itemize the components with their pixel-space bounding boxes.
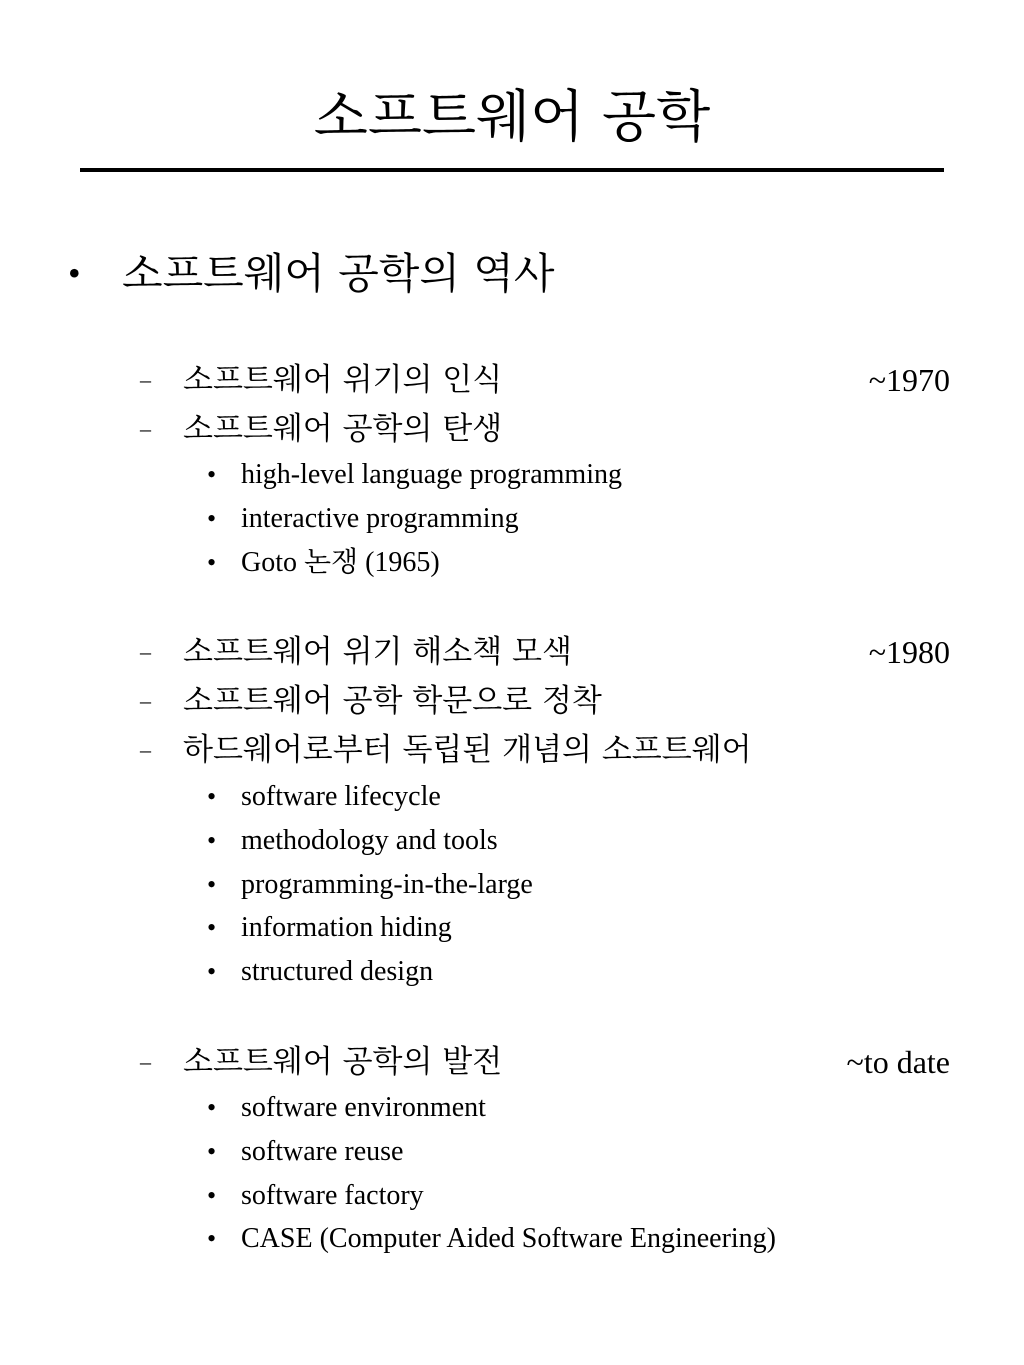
bullet-dot-icon: • bbox=[207, 548, 217, 577]
bullet-dot-icon: • bbox=[207, 870, 217, 899]
bullet-dot-icon: • bbox=[207, 957, 217, 986]
list-item bbox=[0, 1088, 1024, 1128]
list-item bbox=[0, 777, 1024, 817]
bullet-dot-icon: • bbox=[207, 782, 217, 811]
bullet-dot-icon: • bbox=[207, 504, 217, 533]
bullet-dot-icon: • bbox=[207, 1137, 217, 1166]
section-era: ~to date bbox=[846, 1044, 950, 1080]
bullet-dot-icon: • bbox=[207, 1093, 217, 1122]
section-era: ~1980 bbox=[868, 634, 950, 670]
section-item bbox=[0, 628, 1024, 676]
list-item-text: software lifecycle bbox=[241, 781, 441, 812]
dash-icon: – bbox=[140, 416, 151, 441]
list-item-text: software environment bbox=[241, 1092, 486, 1123]
list-item bbox=[0, 908, 1024, 948]
main-bullet bbox=[0, 244, 1024, 304]
section-era: ~1970 bbox=[868, 362, 950, 398]
section-label: 하드웨어로부터 독립된 개념의 소프트웨어 bbox=[183, 732, 752, 768]
bullet-dot-icon: • bbox=[207, 460, 217, 489]
section-label: 소프트웨어 위기 해소책 모색 bbox=[183, 634, 572, 670]
list-item-text: methodology and tools bbox=[241, 825, 498, 856]
list-item bbox=[0, 1219, 1024, 1259]
dash-icon: – bbox=[140, 639, 151, 664]
section-item bbox=[0, 726, 1024, 774]
bullet-dot-icon: • bbox=[68, 253, 81, 293]
list-item-text: interactive programming bbox=[241, 503, 519, 534]
bullet-dot-icon: • bbox=[207, 826, 217, 855]
title-divider bbox=[80, 168, 944, 172]
list-item-text: CASE (Computer Aided Software Engineering) bbox=[241, 1223, 777, 1254]
section-item bbox=[0, 356, 1024, 404]
main-bullet-text: 소프트웨어 공학의 역사 bbox=[122, 249, 555, 298]
list-item-text: information hiding bbox=[241, 912, 452, 943]
list-item bbox=[0, 821, 1024, 861]
section-label: 소프트웨어 공학의 발전 bbox=[183, 1044, 503, 1080]
bullet-dot-icon: • bbox=[207, 913, 217, 942]
list-item bbox=[0, 865, 1024, 905]
dash-icon: – bbox=[140, 367, 151, 392]
section-label: 소프트웨어 공학의 탄생 bbox=[183, 411, 503, 447]
dash-icon: – bbox=[140, 737, 151, 762]
list-item-text: Goto 논쟁 (1965) bbox=[241, 547, 440, 578]
list-item-text: programming-in-the-large bbox=[241, 869, 533, 900]
list-item bbox=[0, 952, 1024, 992]
list-item-text: software reuse bbox=[241, 1136, 404, 1167]
list-item bbox=[0, 1132, 1024, 1172]
section-label: 소프트웨어 공학 학문으로 정착 bbox=[183, 683, 602, 719]
slide-title: 소프트웨어 공학 bbox=[313, 85, 711, 150]
section-label: 소프트웨어 위기의 인식 bbox=[183, 362, 503, 398]
dash-icon: – bbox=[140, 1049, 151, 1074]
list-item-text: structured design bbox=[241, 956, 434, 987]
list-item bbox=[0, 543, 1024, 583]
bullet-dot-icon: • bbox=[207, 1181, 217, 1210]
bullet-dot-icon: • bbox=[207, 1224, 217, 1253]
section-item bbox=[0, 677, 1024, 725]
section-item bbox=[0, 405, 1024, 453]
list-item-text: high-level language programming bbox=[241, 459, 622, 490]
section-item bbox=[0, 1038, 1024, 1086]
dash-icon: – bbox=[140, 688, 151, 713]
list-item bbox=[0, 1176, 1024, 1216]
list-item bbox=[0, 455, 1024, 495]
list-item bbox=[0, 499, 1024, 539]
list-item-text: software factory bbox=[241, 1180, 424, 1211]
